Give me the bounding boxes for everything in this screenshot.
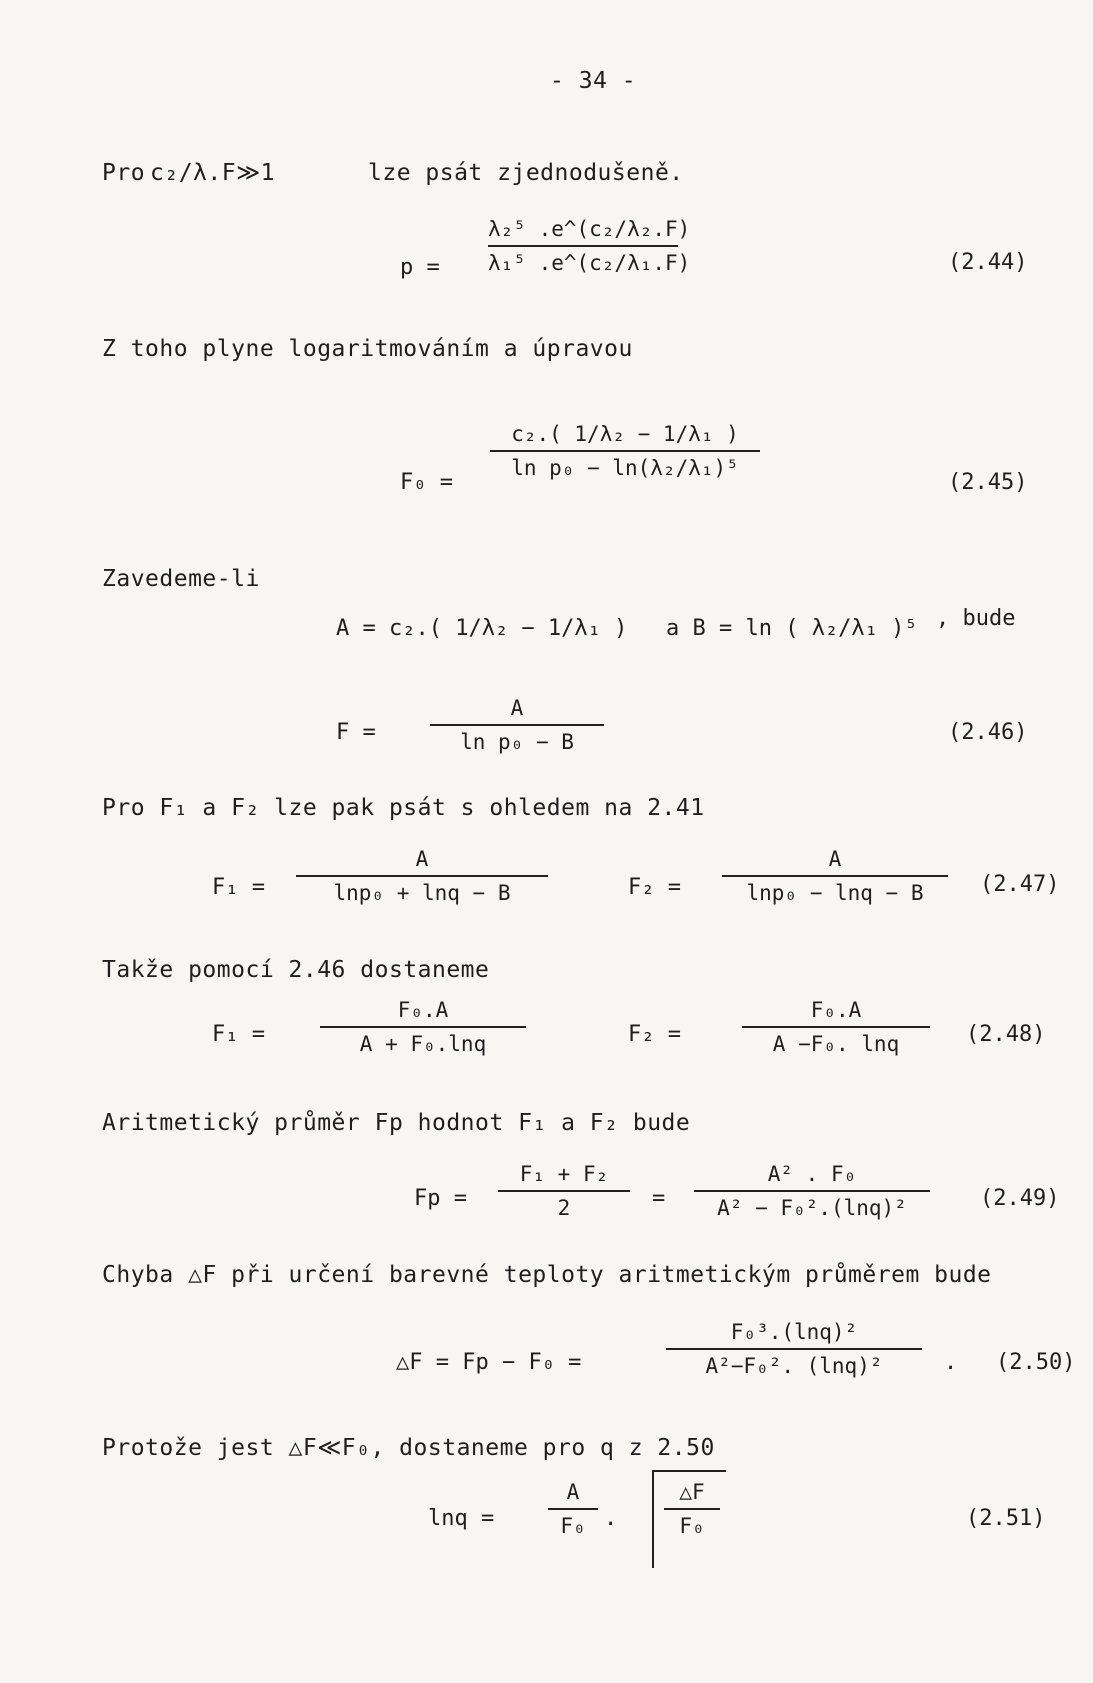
eq-2-47-F1-lhs: F₁ = (212, 875, 265, 900)
eq-2-45-number: (2.45) (948, 470, 1028, 495)
eq-2-51-denominator-1: F₀ (560, 1514, 586, 1538)
eq-2-47-F2-denominator: lnp₀ − lnq − B (746, 881, 924, 905)
eq-2-50-lhs: △F = Fp − F₀ = (396, 1350, 582, 1375)
text-line-4: Pro F₁ a F₂ lze pak psát s ohledem na 2.41 (102, 795, 705, 821)
eq-2-51-denominator-2: F₀ (679, 1514, 705, 1538)
eq-2-46-denominator: ln p₀ − B (460, 730, 574, 754)
eq-2-49-equals: = (652, 1186, 666, 1211)
text-line-3: Zavedeme-li (102, 566, 260, 592)
eq-2-51-numerator-2: △F (679, 1480, 705, 1504)
eq-2-49-denominator-2: A² − F₀².(lnq)² (717, 1196, 907, 1220)
fraction-bar (490, 450, 760, 452)
eq-2-48-F2-denominator: A −F₀. lnq (772, 1032, 900, 1056)
text-line-5: Takže pomocí 2.46 dostaneme (102, 957, 490, 983)
page-number: - 34 - (550, 68, 637, 94)
fraction-bar (722, 875, 948, 877)
eq-2-44-numerator: λ₂⁵ .e^(c₂/λ₂.F) (488, 217, 691, 241)
eq-2-46-lhs: F = (336, 720, 376, 745)
eq-2-48-F1-denominator: A + F₀.lnq (359, 1032, 487, 1056)
fraction-bar (430, 724, 604, 726)
fraction-bar (320, 1026, 526, 1028)
fraction-bar (296, 875, 548, 877)
eq-2-47-F2-numerator: A (828, 847, 842, 871)
eq-2-49-fraction-2 (694, 1160, 930, 1222)
eq-2-45-lhs: F₀ = (400, 470, 453, 495)
eq-2-44-lhs: p = (400, 255, 440, 280)
eq-2-48-F1-lhs: F₁ = (212, 1022, 265, 1047)
eq-2-44-fraction (488, 215, 691, 277)
fraction-bar (488, 245, 678, 247)
eq-2-50-denominator: A²−F₀². (lnq)² (705, 1354, 883, 1378)
text-line-1-condition: c₂/λ.F≫1 (150, 160, 276, 186)
eq-2-49-denominator-1: 2 (557, 1196, 571, 1220)
eq-2-48-F2-fraction (742, 996, 930, 1058)
text-line-6: Aritmetický průměr Fp hodnot F₁ a F₂ bude (102, 1110, 691, 1136)
fraction-bar (548, 1508, 598, 1510)
fraction-bar (694, 1190, 930, 1192)
text-line-8: Protože jest △F≪F₀, dostaneme pro q z 2.50 (102, 1435, 715, 1461)
fraction-bar (742, 1026, 930, 1028)
eq-2-47-F2-lhs: F₂ = (628, 875, 681, 900)
eq-2-50-numerator: F₀³.(lnq)² (730, 1320, 858, 1344)
eq-2-49-numerator-1: F₁ + F₂ (519, 1162, 609, 1186)
eq-2-44-denominator: λ₁⁵ .e^(c₂/λ₁.F) (488, 251, 691, 275)
eq-2-47-F2-fraction (722, 845, 948, 907)
eq-2-47-F1-numerator: A (415, 847, 429, 871)
eq-2-50-dot: . (944, 1350, 958, 1375)
eq-2-49-lhs: Fp = (414, 1186, 467, 1211)
fraction-bar (498, 1190, 630, 1192)
definition-A: A = c₂.( 1/λ₂ − 1/λ₁ ) (336, 616, 628, 641)
eq-2-49-numerator-2: A² . F₀ (767, 1162, 857, 1186)
eq-2-45-fraction (490, 420, 760, 482)
eq-2-48-F1-fraction (320, 996, 526, 1058)
eq-2-47-number: (2.47) (980, 872, 1060, 897)
text-line-1-prefix: Pro (102, 160, 146, 186)
eq-2-48-F2-lhs: F₂ = (628, 1022, 681, 1047)
eq-2-51-lhs: lnq = (428, 1506, 495, 1531)
eq-2-47-F1-fraction (296, 845, 548, 907)
eq-2-46-number: (2.46) (948, 720, 1028, 745)
fraction-bar (664, 1508, 720, 1510)
eq-2-44-number: (2.44) (948, 250, 1028, 275)
text-line-2: Z toho plyne logaritmováním a úpravou (102, 336, 633, 362)
eq-2-51-fraction-1 (548, 1478, 598, 1540)
text-line-7: Chyba △F při určení barevné teploty aritmetickým průměrem bude (102, 1262, 992, 1288)
eq-2-51-numerator-1: A (566, 1480, 580, 1504)
eq-2-49-fraction-1 (498, 1160, 630, 1222)
eq-2-48-F2-numerator: F₀.A (810, 998, 862, 1022)
eq-2-49-number: (2.49) (980, 1186, 1060, 1211)
eq-2-51-dot: . (604, 1506, 618, 1531)
text-line-1-suffix: lze psát zjednodušeně. (368, 160, 684, 186)
eq-2-46-fraction (430, 694, 604, 756)
text-bude: , bude (936, 606, 1016, 631)
fraction-bar (666, 1348, 922, 1350)
eq-2-51-fraction-2 (664, 1478, 720, 1540)
eq-2-51-number: (2.51) (966, 1506, 1046, 1531)
eq-2-48-number: (2.48) (966, 1022, 1046, 1047)
eq-2-45-numerator: c₂.( 1/λ₂ − 1/λ₁ ) (511, 422, 739, 446)
eq-2-50-fraction (666, 1318, 922, 1380)
eq-2-48-F1-numerator: F₀.A (397, 998, 449, 1022)
eq-2-50-number: (2.50) (996, 1350, 1076, 1375)
eq-2-45-denominator: ln p₀ − ln(λ₂/λ₁)⁵ (511, 456, 739, 480)
eq-2-47-F1-denominator: lnp₀ + lnq − B (333, 881, 511, 905)
definition-B: a B = ln ( λ₂/λ₁ )⁵ (666, 616, 918, 641)
eq-2-46-numerator: A (510, 696, 524, 720)
